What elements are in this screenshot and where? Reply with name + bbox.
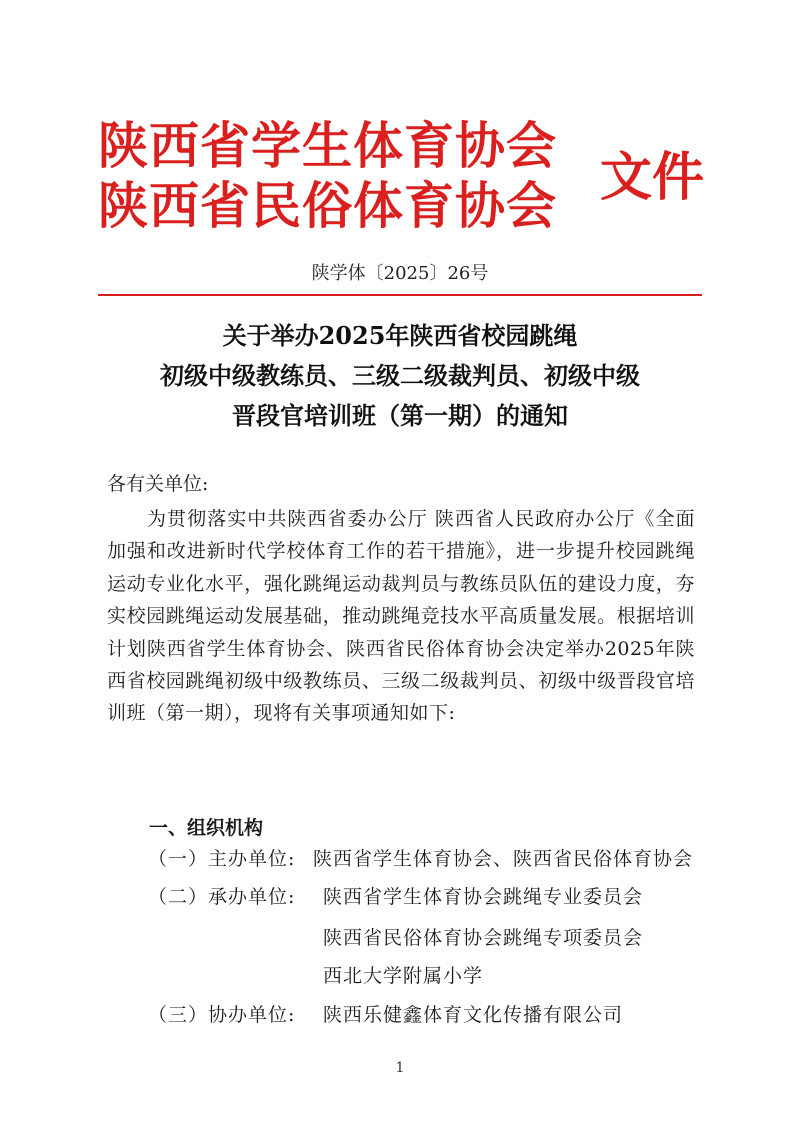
document-word: 文件 <box>600 148 705 208</box>
page-number: 1 <box>395 1060 405 1076</box>
organizer-value-1: 陕西省学生体育协会跳绳专业委员会 <box>323 886 644 908</box>
document-number: 陕学体〔2025〕26号 <box>311 263 489 284</box>
header-divider <box>98 294 702 296</box>
title-line-3: 晋段官培训班（第一期）的通知 <box>232 401 568 430</box>
organizer-value-3: 西北大学附属小学 <box>323 965 484 987</box>
section-heading: 一、组织机构 <box>149 817 264 839</box>
organizer-row <box>0 885 800 909</box>
host-label: （一）主办单位: <box>148 848 296 870</box>
letterhead <box>98 118 708 238</box>
issuer-name-2: 陕西省民俗体育协会 <box>98 177 557 235</box>
title-line-2: 初级中级教练员、三级二级裁判员、初级中级 <box>160 361 640 390</box>
host-row <box>0 847 800 871</box>
title-line-1: 关于举办2025年陕西省校园跳绳 <box>222 321 578 350</box>
body-paragraph: 为贯彻落实中共陕西省委办公厅 陕西省人民政府办公厅《全面加强和改进新时代学校体育工作的若干措施》，进一步提升校园跳绳运动专业化水平，强化跳绳运动裁判员与教练员队伍的建设力度，夯实校园跳绳运动发展基础，推动跳绳竞技水平高质量发展。根据培训计划陕西省学生体育协会、陕西省民俗体育协会决定举办2025年陕西省校园跳绳初级中级教练员、三级二级裁判员、初级中级晋段官培训班（第一期），现将有关事项通知如下: <box>107 508 695 725</box>
co-organizer-value: 陕西乐健鑫体育文化传播有限公司 <box>323 1004 624 1026</box>
host-value: 陕西省学生体育协会、陕西省民俗体育协会 <box>313 848 694 870</box>
document-title <box>80 316 720 436</box>
organizer-value-2: 陕西省民俗体育协会跳绳专项委员会 <box>323 927 644 949</box>
co-organizer-row <box>0 1003 800 1027</box>
co-organizer-label: （三）协办单位: <box>148 1004 296 1026</box>
salutation: 各有关单位: <box>107 473 209 495</box>
issuer-name-1: 陕西省学生体育协会 <box>98 117 557 175</box>
organizer-label: （二）承办单位: <box>148 886 296 908</box>
